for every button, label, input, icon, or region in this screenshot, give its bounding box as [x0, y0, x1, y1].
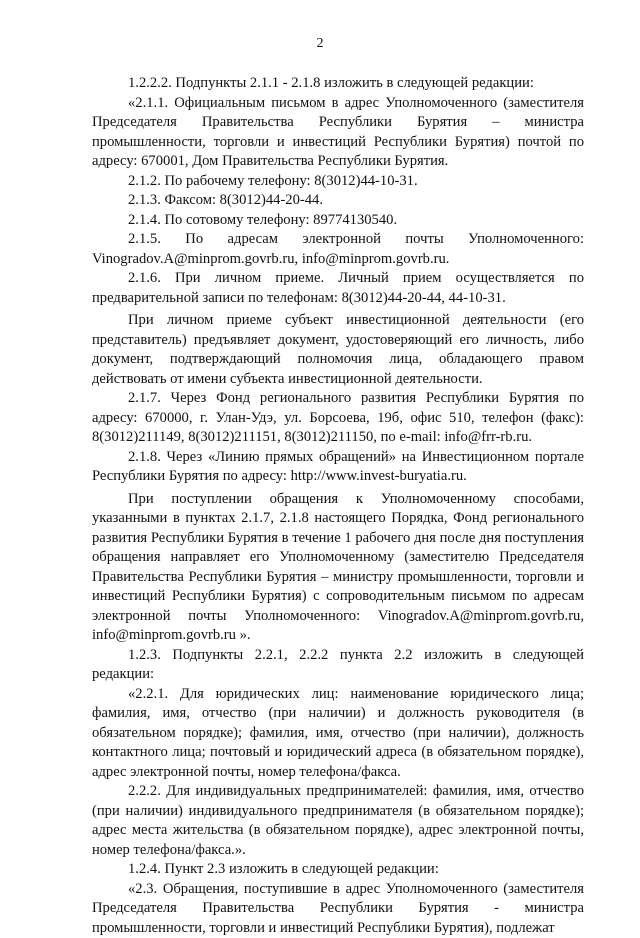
paragraph: «2.1.1. Официальным письмом в адрес Уполномоченного (заместителя Председателя Правительства Республики Бурятия – министра промышленности, торговли и инвестиций Республики Бурятия) почтой по адресу: 670001, Дом Правительства Республики Бурятия.: [92, 94, 584, 172]
page-number: 2: [0, 36, 640, 52]
paragraph: 2.1.3. Факсом: 8(3012)44-20-44.: [92, 191, 584, 211]
paragraph: 1.2.3. Подпункты 2.2.1, 2.2.2 пункта 2.2 изложить в следующей редакции:: [92, 646, 584, 685]
paragraph: 1.2.2.2. Подпункты 2.1.1 - 2.1.8 изложить в следующей редакции:: [92, 74, 584, 94]
paragraph: 2.1.5. По адресам электронной почты Уполномоченного: Vinogradov.A@minprom.govrb.ru, info@minprom.govrb.ru.: [92, 230, 584, 269]
paragraph: 2.1.8. Через «Линию прямых обращений» на Инвестиционном портале Республики Бурятия по адресу: http://www.invest-buryatia.ru.: [92, 448, 584, 487]
document-body: [92, 74, 584, 938]
paragraph: 2.1.6. При личном приеме. Личный прием осуществляется по предварительной записи по телефонам: 8(3012)44-20-44, 44-10-31.: [92, 269, 584, 308]
paragraph: 2.1.2. По рабочему телефону: 8(3012)44-10-31.: [92, 172, 584, 192]
paragraph: «2.3. Обращения, поступившие в адрес Уполномоченного (заместителя Председателя Правительства Республики Бурятия - министра промышленности, торговли и инвестиций Республики Бурятия), подлежат: [92, 880, 584, 938]
paragraph: При личном приеме субъект инвестиционной деятельности (его представитель) предъявляет документ, удостоверяющий его личность, либо документ, подтверждающий полномочия лица, обладающего правом действовать от имени субъекта инвестиционной деятельности.: [92, 311, 584, 389]
paragraph: 1.2.4. Пункт 2.3 изложить в следующей редакции:: [92, 860, 584, 880]
paragraph: 2.1.7. Через Фонд регионального развития Республики Бурятия по адресу: 670000, г. Улан-Удэ, ул. Борсоева, 19б, офис 510, телефон (факс): 8(3012)211149, 8(3012)211151, 8(3012)211150, по e-mail: info@frr-rb.ru.: [92, 389, 584, 448]
paragraph: «2.2.1. Для юридических лиц: наименование юридического лица; фамилия, имя, отчество (при наличии) и должность руководителя (в обязательном порядке); фамилия, имя, отчество (при наличии), должность контактного лица; почтовый и юридический адреса (в обязательном порядке), адрес электронной почты, номер телефона/факса.: [92, 685, 584, 783]
paragraph: При поступлении обращения к Уполномоченному способами, указанными в пунктах 2.1.7, 2.1.8 настоящего Порядка, Фонд регионального развития Республики Бурятия в течение 1 рабочего дня после дня поступления обращения направляет его Уполномоченному (заместителю Председателя Правительства Республики Бурятия – министру промышленности, торговли и инвестиций Республики Бурятия) с сопроводительным письмом по адресам электронной почты Уполномоченного: Vinogradov.A@minprom.govrb.ru, info@minprom.govrb.ru ».: [92, 490, 584, 646]
paragraph: 2.1.4. По сотовому телефону: 89774130540.: [92, 211, 584, 231]
paragraph: 2.2.2. Для индивидуальных предпринимателей: фамилия, имя, отчество (при наличии) индивидуального предпринимателя (в обязательном порядке); адрес места жительства (в обязательном порядке), адрес электронной почты, номер телефона/факса.».: [92, 782, 584, 860]
